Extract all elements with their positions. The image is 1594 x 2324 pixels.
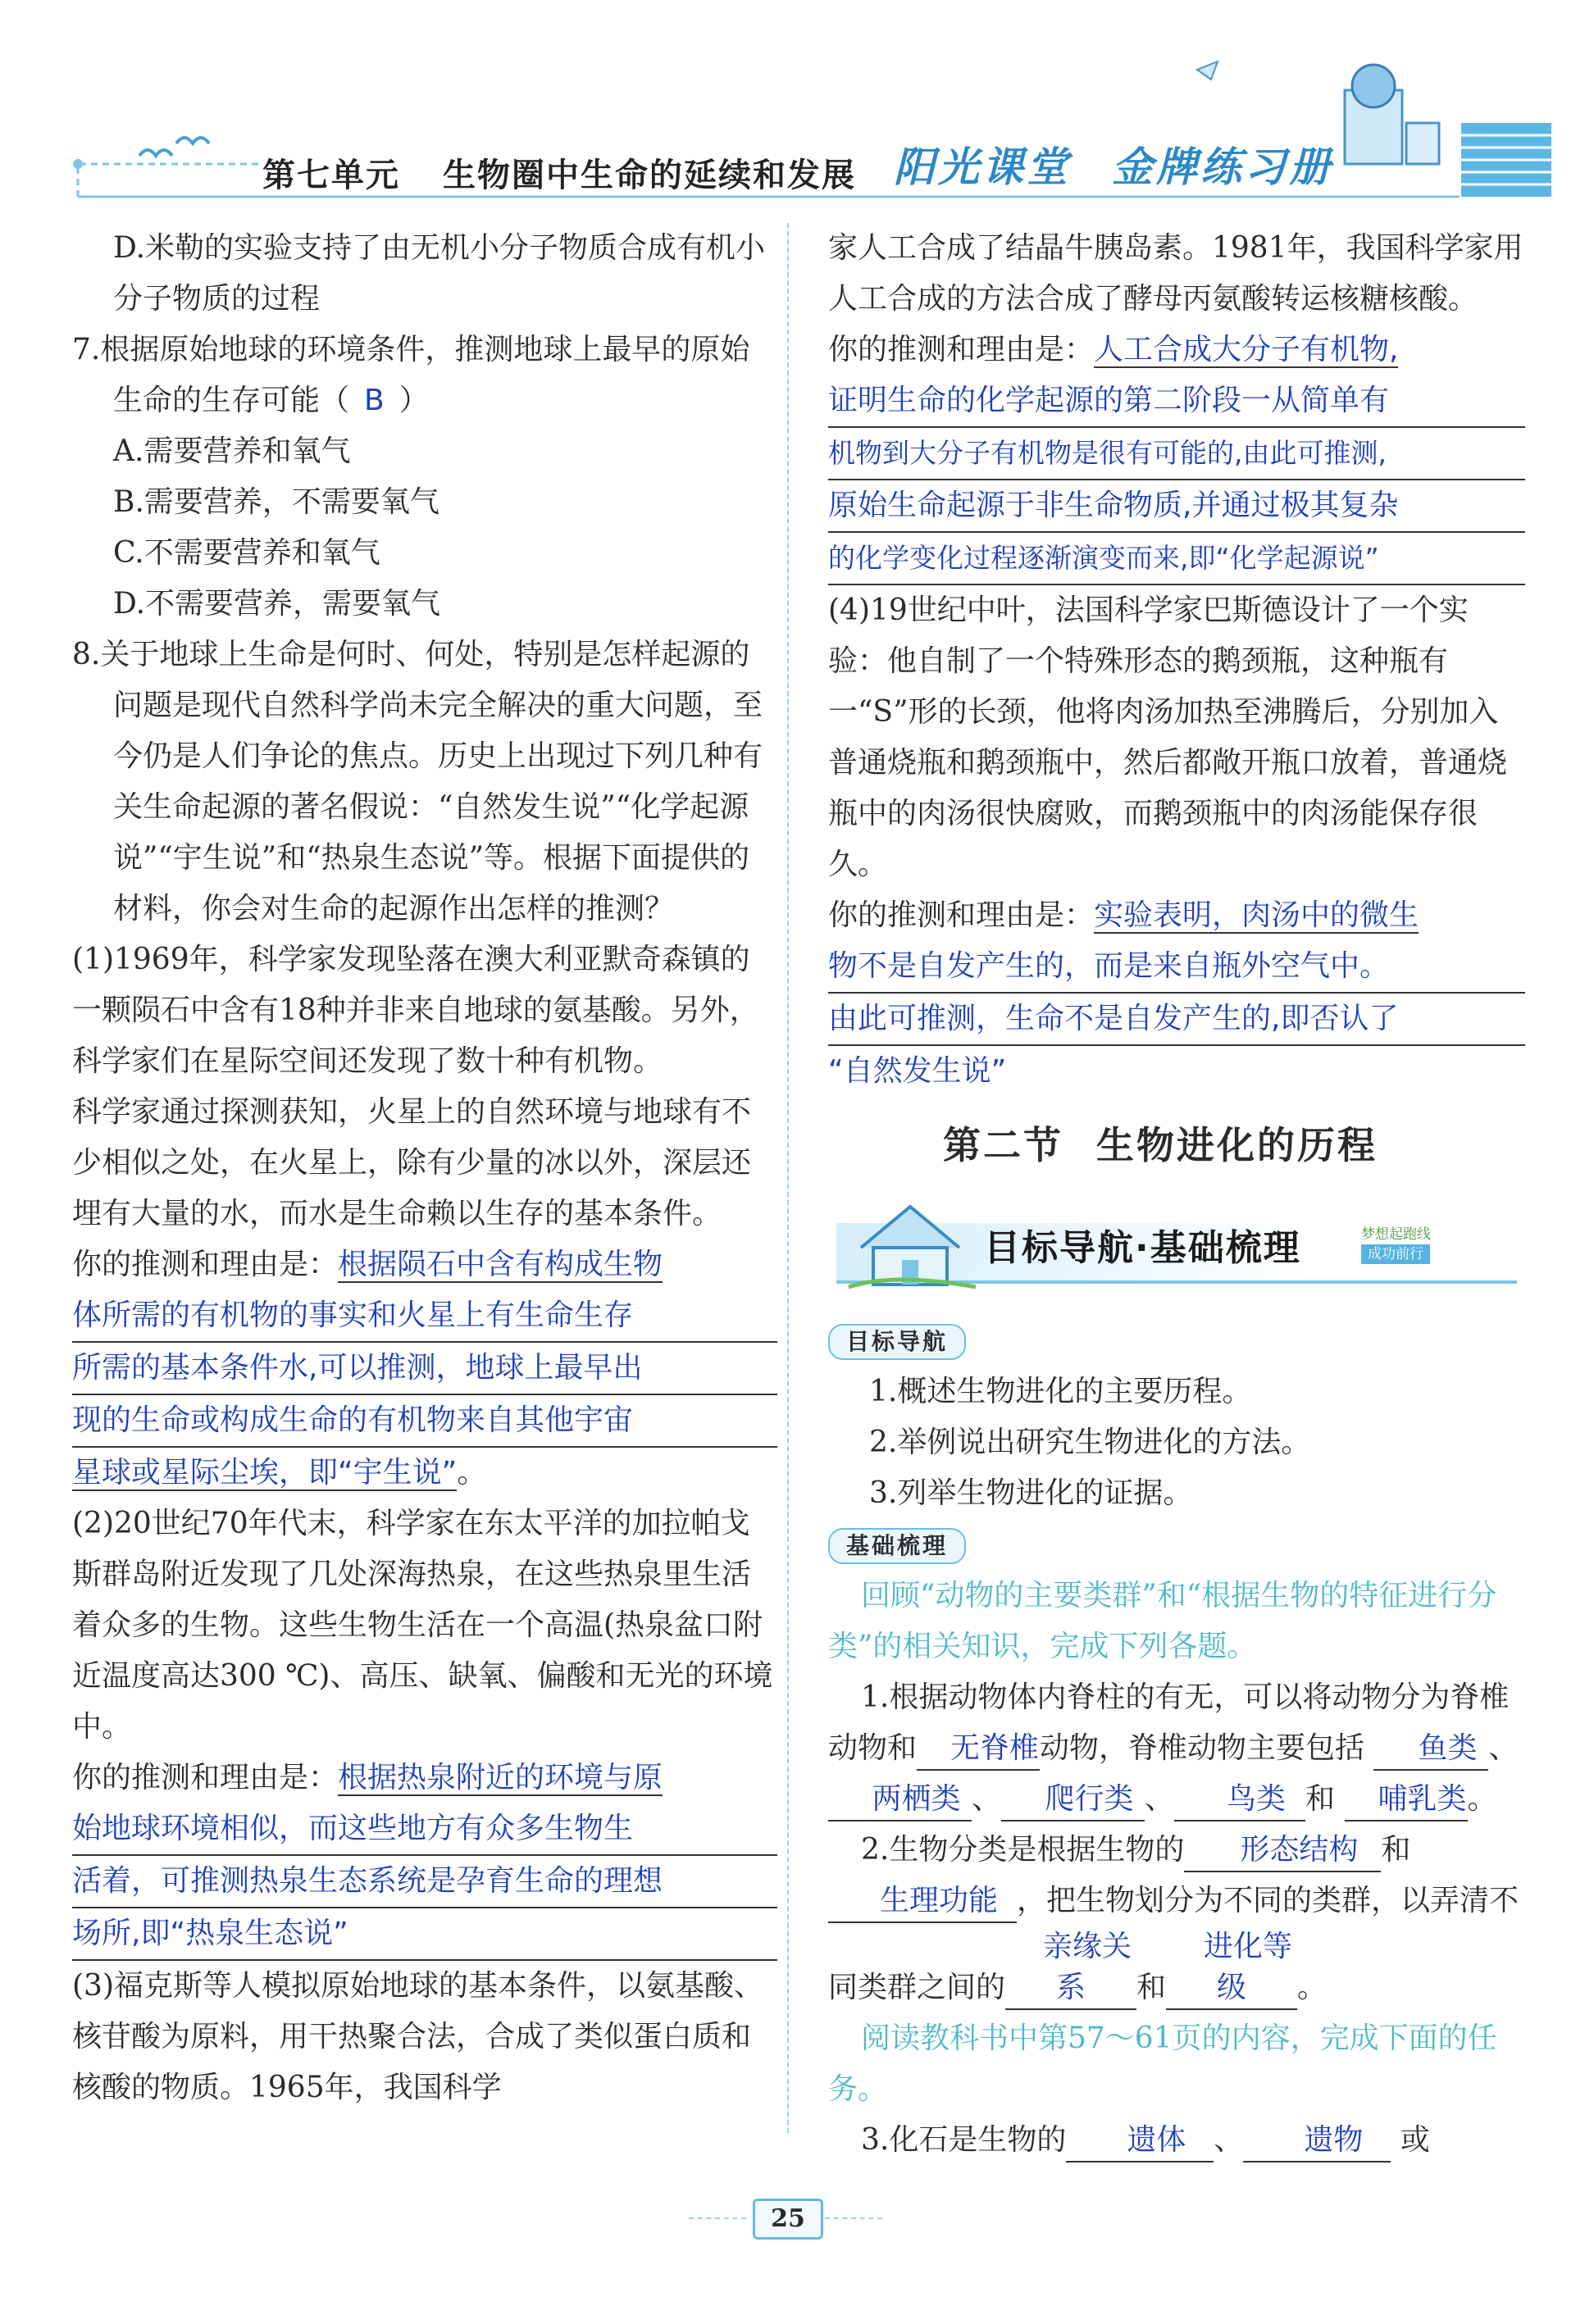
question-3: 3.化石是生物的 遗体 、 遗物 或 <box>828 2115 1525 2166</box>
q1-blank-amphibian: 两栖类 <box>828 1779 972 1821</box>
answer-1-prompt: 你的推测和理由是： <box>72 1248 339 1281</box>
page-line-left <box>689 2217 746 2219</box>
q3-blank-relics: 遗物 <box>1243 2120 1391 2163</box>
q1-blank-reptile: 爬行类 <box>1001 1779 1145 1821</box>
q3-blank-remains: 遗体 <box>1066 2120 1214 2163</box>
column-divider <box>787 223 789 2133</box>
q2-text-b: ，把生物划分为不同的类群，以弄清不同类群之间的 <box>828 1884 1519 2004</box>
answer-3-line-2: 证明生命的化学起源的第二阶段一从简单有 <box>828 375 1525 428</box>
q1-and: 和 <box>1305 1782 1336 1816</box>
answer-1 <box>72 1239 777 1499</box>
answer-3-line-3: 机物到大分子有机物是很有可能的,由此可推测, <box>828 428 1525 480</box>
material-3: (3)福克斯等人模拟原始地球的基本条件，以氨基酸、核苷酸为原料，用干热聚合法，合成了类似蛋白质和核酸的物质。1965年，我国科学 <box>72 1969 763 2104</box>
chapter-label: 生物圈中生命的延续和发展 <box>443 156 856 194</box>
left-column <box>72 223 777 2113</box>
goal-tag: 目标导航 <box>828 1324 966 1360</box>
answer-2-line-1: 根据热泉附近的环境与原 <box>338 1761 663 1794</box>
section-heading <box>828 1120 1525 1171</box>
reading-instruction: 阅读教科书中第57～61页的内容，完成下面的任务。 <box>828 2022 1497 2106</box>
q1-blank-invertebrate: 无脊椎 <box>917 1728 1040 1771</box>
q2-blank-physiology: 生理功能 <box>828 1881 1017 1923</box>
material-2: (2)20世纪70年代末，科学家在东太平洋的加拉帕戈斯群岛附近发现了几处深海热泉，在这些热泉里生活着众多的生物。这些生物生活在一个高温(热泉盆口附近温度高达300 ℃)、高压、缺氧、偏酸和无光的环境中。 <box>72 1507 773 1744</box>
q8-stem: 8.关于地球上生命是何时、何处，特别是怎样起源的问题是现代自然科学尚未完全解决的重大问题，至今仍是人们争论的焦点。历史上出现过下列几种有关生命起源的著名假说：“自然发生说”“化学起源说”“宇生说”和“热泉生态说”等。根据下面提供的材料，你会对生命的起源作出怎样的推测？ <box>72 638 763 926</box>
material-4: (4)19世纪中叶，法国科学家巴斯德设计了一个实验：他自制了一个特殊形态的鹅颈瓶，这种瓶有一“S”形的长颈，他将肉汤加热至沸腾后，分别加入普通烧瓶和鹅颈瓶中，然后都敞开瓶口放着，普通烧瓶中的肉汤很快腐败，而鹅颈瓶中的肉汤能保存很久。 <box>828 594 1508 881</box>
q2-blank-evolution-level: 进化等级 <box>1166 1926 1297 2010</box>
answer-4-line-1: 实验表明，肉汤中的微生 <box>1094 898 1419 932</box>
header-brand <box>894 134 1374 193</box>
section-title: 生物进化的历程 <box>1096 1123 1378 1167</box>
banner-slogan-1: 梦想起跑线 <box>1361 1226 1431 1243</box>
q1-text-b: 动物，脊椎动物主要包括 <box>1040 1731 1365 1765</box>
right-column <box>828 223 1525 2166</box>
q7-option-d: D.不需要营养，需要氧气 <box>113 587 441 621</box>
answer-1-line-3: 所需的基本条件水,可以推测，地球上最早出 <box>72 1343 777 1395</box>
q3-or: 或 <box>1400 2123 1430 2157</box>
q7-text: 7.根据原始地球的环境条件，推测地球上最早的原始生命的生存可能（ <box>72 333 750 417</box>
q1-text-a: 1.根据动物体内脊柱的有无，可以将动物分为脊椎动物和 <box>828 1680 1510 1765</box>
answer-2-line-3: 活着，可推测热泉生态系统是孕育生命的理想 <box>72 1856 777 1908</box>
answer-1-line-2: 体所需的有机物的事实和火星上有生命生存 <box>72 1290 777 1343</box>
q1-blank-bird: 鸟类 <box>1174 1779 1305 1821</box>
material-3-continued: 家人工合成了结晶牛胰岛素。1981年，我国科学家用人工合成的方法合成了酵母丙氨酸转运核糖核酸。 <box>828 231 1523 316</box>
brand-name-1: 阳光课堂 <box>894 143 1071 191</box>
q1-blank-mammal: 哺乳类 <box>1345 1779 1468 1821</box>
answer-4-line-4: “自然发生说” <box>828 1054 1007 1088</box>
answer-2-line-2: 始地球环境相似，而这些地方有众多生物生 <box>72 1803 777 1856</box>
q2-text-a: 2.生物分类是根据生物的 <box>861 1833 1185 1867</box>
brand-name-2: 金牌练习册 <box>1112 143 1333 191</box>
answer-2-line-4: 场所,即“热泉生态说” <box>72 1908 777 1961</box>
answer-1-line-1: 根据陨石中含有构成生物 <box>338 1248 663 1281</box>
section-number: 第二节 <box>943 1123 1063 1167</box>
answer-2 <box>72 1753 777 1961</box>
q2-and: 和 <box>1381 1833 1411 1867</box>
q2-blank-morphology: 形态结构 <box>1184 1830 1381 1872</box>
header-title <box>262 149 899 196</box>
goal-item-1: 1.概述生物进化的主要历程。 <box>869 1375 1252 1408</box>
goal-item-2: 2.举例说出研究生物进化的方法。 <box>869 1426 1311 1459</box>
banner-slogan <box>1361 1225 1431 1264</box>
answer-1-line-4: 现的生命或构成生命的有机物来自其他宇宙 <box>72 1395 777 1448</box>
answer-4-line-2: 物不是自发产生的，而是来自瓶外空气中。 <box>828 941 1525 994</box>
answer-3-prompt: 你的推测和理由是： <box>828 333 1095 366</box>
goal-banner <box>828 1190 1525 1305</box>
answer-1-end: 。 <box>457 1456 487 1489</box>
answer-3 <box>828 325 1525 585</box>
q6-option-d: D.米勒的实验支持了由无机小分子物质合成有机小分子物质的过程 <box>113 231 766 316</box>
answer-1-line-5: 星球或星际尘埃，即“宇生说” <box>72 1456 458 1489</box>
q2-blank-kinship: 亲缘关系 <box>1005 1926 1136 2010</box>
answer-3-line-4: 原始生命起源于非生命物质,并通过极其复杂 <box>828 480 1525 533</box>
goal-item-3: 3.列举生物进化的证据。 <box>869 1476 1193 1510</box>
q7-option-a: A.需要营养和氧气 <box>113 434 351 468</box>
answer-3-line-1: 人工合成大分子有机物, <box>1094 333 1399 366</box>
q7-close: ） <box>398 384 429 417</box>
answer-2-prompt: 你的推测和理由是： <box>72 1761 339 1794</box>
unit-label: 第七单元 <box>262 156 400 194</box>
house-icon <box>845 1190 984 1297</box>
q7-stem <box>72 325 777 426</box>
material-1a: (1)1969年，科学家发现坠落在澳大利亚默奇森镇的一颗陨石中含有18种并非来自地球的氨基酸。另外，科学家们在星际空间还发现了数十种有机物。 <box>72 943 759 1078</box>
answer-4-line-3: 由此可推测，生命不是自发产生的,即否认了 <box>828 994 1525 1046</box>
q1-blank-fish: 鱼类 <box>1373 1728 1488 1771</box>
q7-option-b: B.需要营养，不需要氧气 <box>113 485 439 519</box>
basics-tag: 基础梳理 <box>828 1528 966 1564</box>
q7-option-c: C.不需要营养和氧气 <box>113 536 380 570</box>
answer-3-line-5: 的化学变化过程逐渐演变而来,即“化学起源说” <box>828 533 1525 585</box>
page-header <box>0 0 1594 205</box>
banner-title: 目标导航·基础梳理 <box>984 1227 1301 1269</box>
page-line-right <box>825 2217 882 2219</box>
question-1: 1.根据动物体内脊柱的有无，可以将动物分为脊椎动物和 无脊椎动物，脊椎动物主要包括 鱼类 、两栖类 、 爬行类 、 鸟类 和 哺乳类。 <box>828 1672 1525 1825</box>
question-2: 2.生物分类是根据生物的 形态结构 和 生理功能 ，把生物划分为不同的类群，以弄清不同类群之间的亲缘关系 和进化等级 。 <box>828 1825 1525 2013</box>
page-number: 25 <box>753 2199 823 2240</box>
review-instruction: 回顾“动物的主要类群”和“根据生物的特征进行分类”的相关知识，完成下列各题。 <box>828 1579 1497 1663</box>
banner-slogan-2: 成功前行 <box>1361 1244 1430 1264</box>
answer-4-prompt: 你的推测和理由是： <box>828 898 1095 932</box>
q7-answer: B <box>364 384 385 417</box>
q3-text: 3.化石是生物的 <box>861 2123 1067 2157</box>
material-1b: 科学家通过探测获知，火星上的自然环境与地球有不少相似之处，在火星上，除有少量的冰以外，深层还埋有大量的水，而水是生命赖以生存的基本条件。 <box>72 1095 752 1230</box>
q2-and-2: 和 <box>1136 1971 1167 2004</box>
answer-4 <box>828 890 1525 1097</box>
